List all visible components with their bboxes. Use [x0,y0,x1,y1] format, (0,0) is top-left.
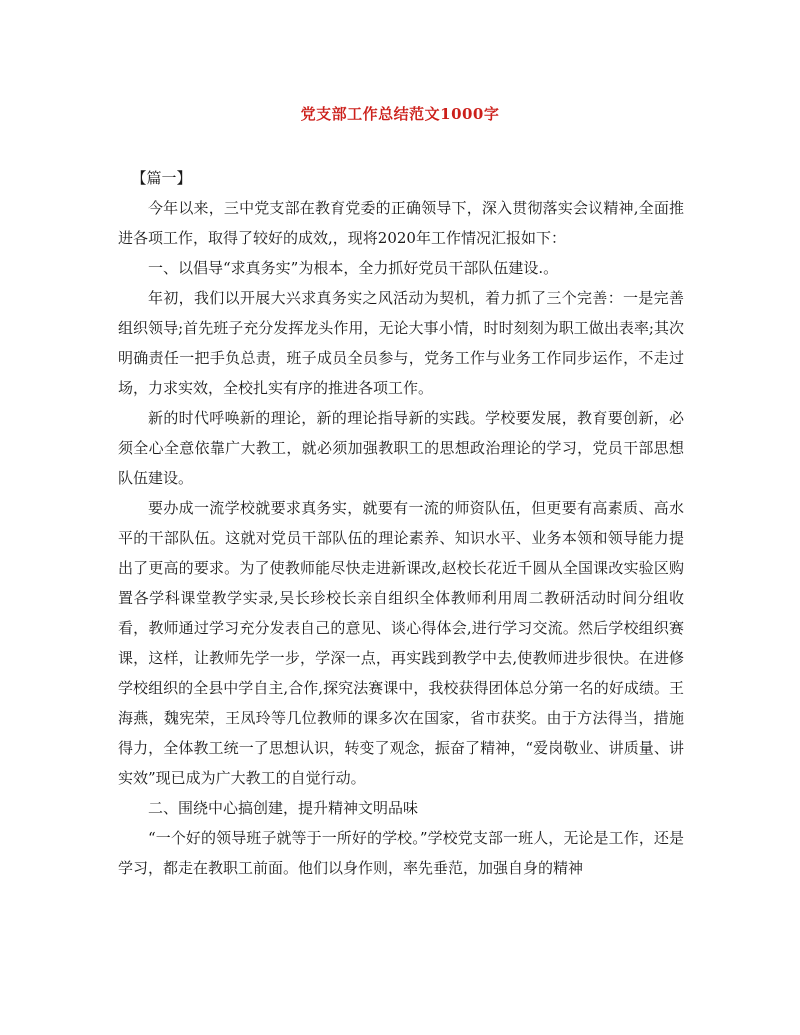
paragraph-leadership: “一个好的领导班子就等于一所好的学校。”学校党支部一班人，无论是工作，还是学习，都走在教职工前面。他们以身作则，率先垂范，加强自身的精神 [118,829,684,877]
section-label: 【篇一】 [131,169,192,187]
heading-section-two: 二、围绕中心搞创建，提升精神文明品味 [148,799,419,817]
paragraph-first-class-school: 要办成一流学校就要求真务实，就要有一流的师资队伍，但更要有高素质、高水平的干部队伍。这就对党员干部队伍的理论素养、知识水平、业务本领和领导能力提出了更高的要求。为了使教师能尽快走进新课改,赵校长花近千圆从全国课改实验区购置各学科课堂教学实录,吴长珍校长亲自组织全体教师利用周二教研活动时间分组收看，教师通过学习充分发表自己的意见、谈心得体会,进行学习交流。然后学校组织赛课，这样，让教师先学一步，学深一点，再实践到教学中去,使教师进步很快。在进修学校组织的全县中学自主,合作,探究法赛课中，我校获得团体总分第一名的好成绩。王海燕，魏宪荣，王凤玲等几位教师的课多次在国家，省市获奖。由于方法得当，措施得力，全体教工统一了思想认识，转变了观念，振奋了精神，“爱岗敬业、讲质量、讲实效”现已成为广大教工的自觉行动。 [118,499,684,787]
paragraph-intro: 今年以来，三中党支部在教育党委的正确领导下，深入贯彻落实会议精神,全面推进各项工作，取得了较好的成效,，现将2020年工作情况汇报如下： [118,199,684,247]
paragraph-new-era: 新的时代呼唤新的理论，新的理论指导新的实践。学校要发展，教育要创新，必须全心全意依靠广大教工，就必须加强教职工的思想政治理论的学习，党员干部思想队伍建设。 [118,409,684,487]
heading-section-one: 一、以倡导“求真务实”为根本，全力抓好党员干部队伍建设.。 [148,259,559,277]
document-body [118,163,684,883]
document-title: 党支部工作总结范文1000字 [300,105,500,123]
paragraph-year-start: 年初，我们以开展大兴求真务实之风活动为契机，着力抓了三个完善：一是完善组织领导;首先班子充分发挥龙头作用，无论大事小情，时时刻刻为职工做出表率;其次明确责任一把手负总责，班子成员全员参与，党务工作与业务工作同步运作，不走过场，力求实效，全校扎实有序的推进各项工作。 [118,289,684,397]
